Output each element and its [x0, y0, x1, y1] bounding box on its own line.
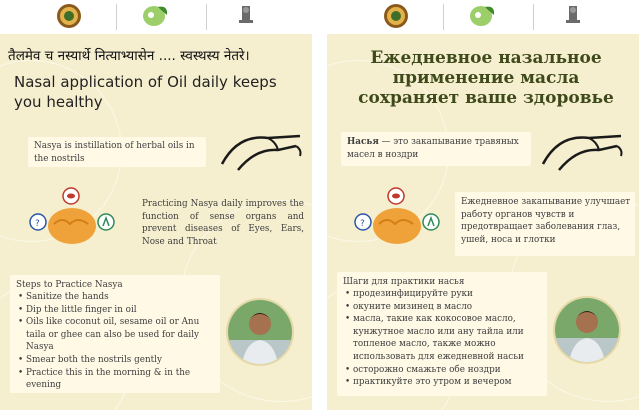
list-item: • Dip the little finger in oil: [18, 304, 216, 317]
heading-hindi: तैलमेव च नस्यार्थे नित्याभ्यासेन .... स्वस्थस्य नेतरे।: [8, 48, 250, 64]
list-item: • Sanitize the hands: [18, 291, 216, 304]
national-emblem-icon: [560, 3, 586, 29]
definition-term: Насья: [347, 137, 379, 147]
national-emblem-icon: [233, 3, 259, 29]
steps-list: [345, 288, 543, 389]
list-item: • практикуйте это утром и вечером: [345, 376, 543, 389]
ministry-emblem-icon: [56, 3, 82, 29]
nasya-hand-icon: [216, 120, 308, 176]
steps-list: [18, 291, 216, 392]
nasya-hand-icon: [537, 120, 629, 176]
ministry-emblem-icon: [383, 3, 409, 29]
definition-text: Nasya is instillation of herbal oils in the nostrils: [34, 141, 195, 164]
list-item: • окуните мизинец в масло: [345, 301, 543, 314]
list-item: • продезинфицируйте руки: [345, 288, 543, 301]
mascot-logo-icon: [467, 3, 499, 29]
list-item: • масла, такие как кокосовое масло, кунжутное масло или ану тайла или топленое масло, также можно использовать для ежедневной насьи: [345, 313, 543, 363]
list-item: • Oils like coconut oil, sesame oil or Anu taila or ghee can also be used for daily Nasya: [18, 316, 216, 354]
logo-bar: [327, 0, 639, 34]
benefit-text: Ежедневное закапывание улучшает работу органов чувств и предотвращает заболевания глаз, ушей, носа и глотки: [461, 197, 631, 245]
person-photo: [553, 296, 621, 364]
left-poster: [0, 0, 312, 410]
benefit-text: Practicing Nasya daily improves the function of sense organs and prevent diseases of Eyes, Ears, Nose and Throat: [142, 199, 304, 247]
list-item: • Practice this in the morning & in the evening: [18, 367, 216, 392]
svg-text:?: ?: [35, 219, 40, 229]
definition-rest: — это закапывание травяных масел в ноздри: [347, 137, 519, 160]
right-poster: [327, 0, 639, 410]
poster-title: Ежедневное назальное применение масла сохраняет ваше здоровье: [358, 48, 614, 108]
steps-title: Steps to Practice Nasya: [16, 280, 123, 290]
mascot-logo-icon: [140, 3, 172, 29]
definition-text: [347, 136, 529, 161]
brain-senses-icon: [26, 186, 118, 258]
heading-english: Nasal application of Oil daily keeps you healthy: [14, 73, 277, 111]
brain-senses-icon: [351, 186, 443, 258]
steps-title: Шаги для практики насья: [343, 277, 465, 287]
person-photo: [226, 298, 294, 366]
list-item: • Smear both the nostrils gently: [18, 354, 216, 367]
logo-bar: [0, 0, 312, 34]
list-item: • осторожно смажьте обе ноздри: [345, 364, 543, 377]
svg-text:?: ?: [360, 219, 365, 229]
